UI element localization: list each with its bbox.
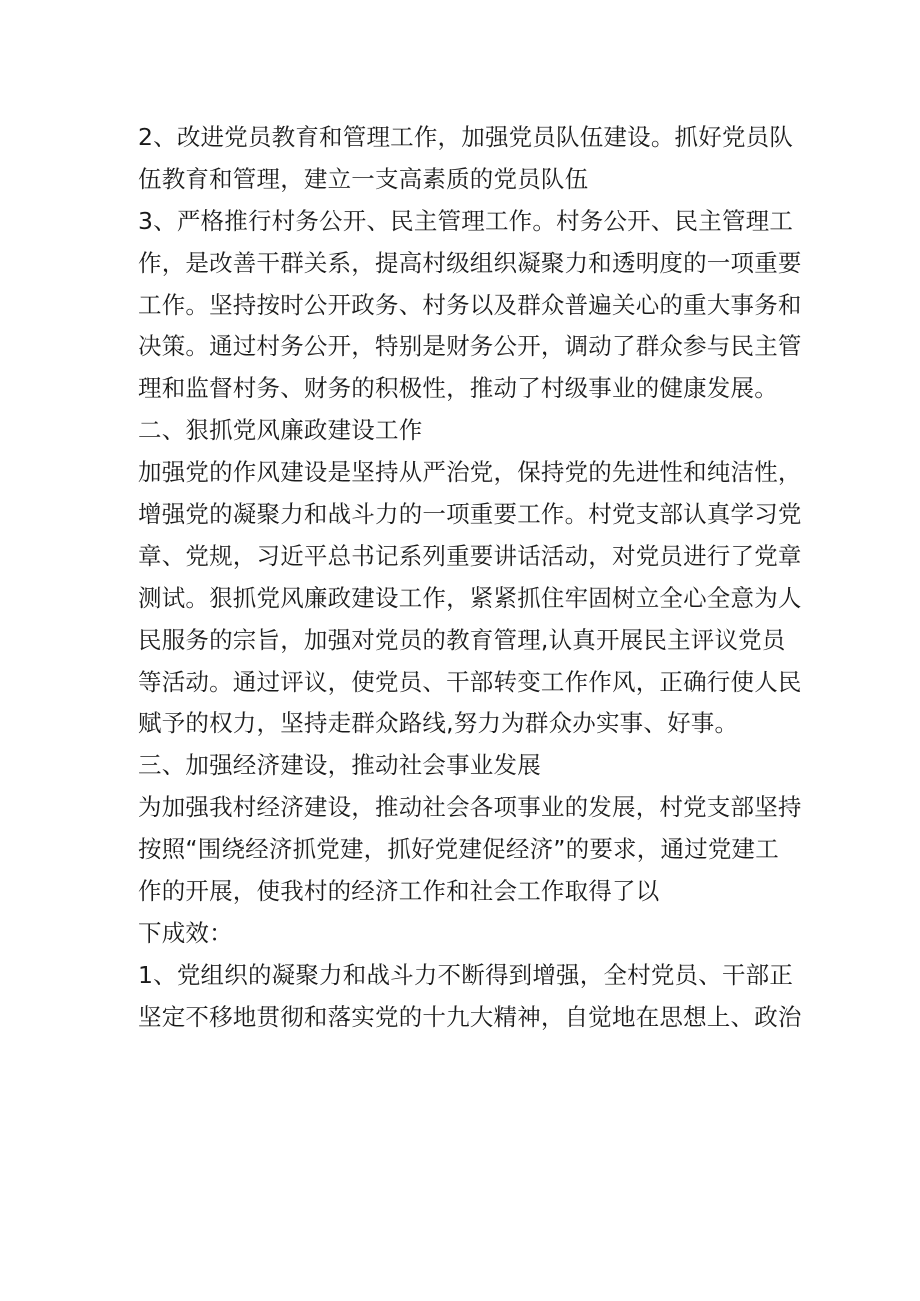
text-line: 赋予的权力，坚持走群众路线,努力为群众办实事、好事。: [138, 709, 739, 738]
section-heading: 三、加强经济建设，推动社会事业发展: [138, 751, 541, 780]
text-line: 章、党规，习近平总书记系列重要讲话活动，对党员进行了党章: [138, 541, 802, 570]
text-line: 为加强我村经济建设，推动社会各项事业的发展，村党支部坚持: [138, 793, 802, 822]
text-line: 2、改进党员教育和管理工作，加强党员队伍建设。抓好党员队: [138, 123, 794, 151]
text-line: 增强党的凝聚力和战斗力的一项重要工作。村党支部认真学习党: [138, 500, 802, 529]
text-line: 工作。坚持按时公开政务、村务以及群众普遍关心的重大事务和: [138, 290, 802, 319]
text-line: 理和监督村务、财务的积极性，推动了村级事业的健康发展。: [138, 374, 778, 403]
text-line: 3、严格推行村务公开、民主管理工作。村务公开、民主管理工: [138, 206, 794, 235]
text-line: 作，是改善干群关系，提高村级组织凝聚力和透明度的一项重要: [138, 248, 802, 277]
document-body: [138, 117, 818, 1039]
text-line: 加强党的作风建设是坚持从严治党，保持党的先进性和纯洁性，: [138, 458, 802, 487]
text-line: 作的开展，使我村的经济工作和社会工作取得了以: [138, 877, 660, 906]
text-line: 决策。通过村务公开，特别是财务公开，调动了群众参与民主管: [138, 332, 802, 361]
text-line: 等活动。通过评议，使党员、干部转变工作作风，正确行使人民: [138, 667, 802, 696]
section-heading: 二、狠抓党风廉政建设工作: [138, 416, 423, 445]
text-line: 伍教育和管理，建立一支高素质的党员队伍: [138, 164, 589, 193]
text-line: 坚定不移地贯彻和落实党的十九大精神，自觉地在思想上、政治: [138, 1002, 802, 1031]
text-line: 按照“围绕经济抓党建，抓好党建促经济”的要求，通过党建工: [138, 835, 779, 864]
text-line: 下成效：: [138, 918, 233, 947]
text-line: 测试。狠抓党风廉政建设工作，紧紧抓住牢固树立全心全意为人: [138, 583, 802, 612]
text-line: 1、党组织的凝聚力和战斗力不断得到增强，全村党员、干部正: [138, 960, 794, 989]
text-line: 民服务的宗旨，加强对党员的教育管理,认真开展民主评议党员: [138, 625, 786, 654]
